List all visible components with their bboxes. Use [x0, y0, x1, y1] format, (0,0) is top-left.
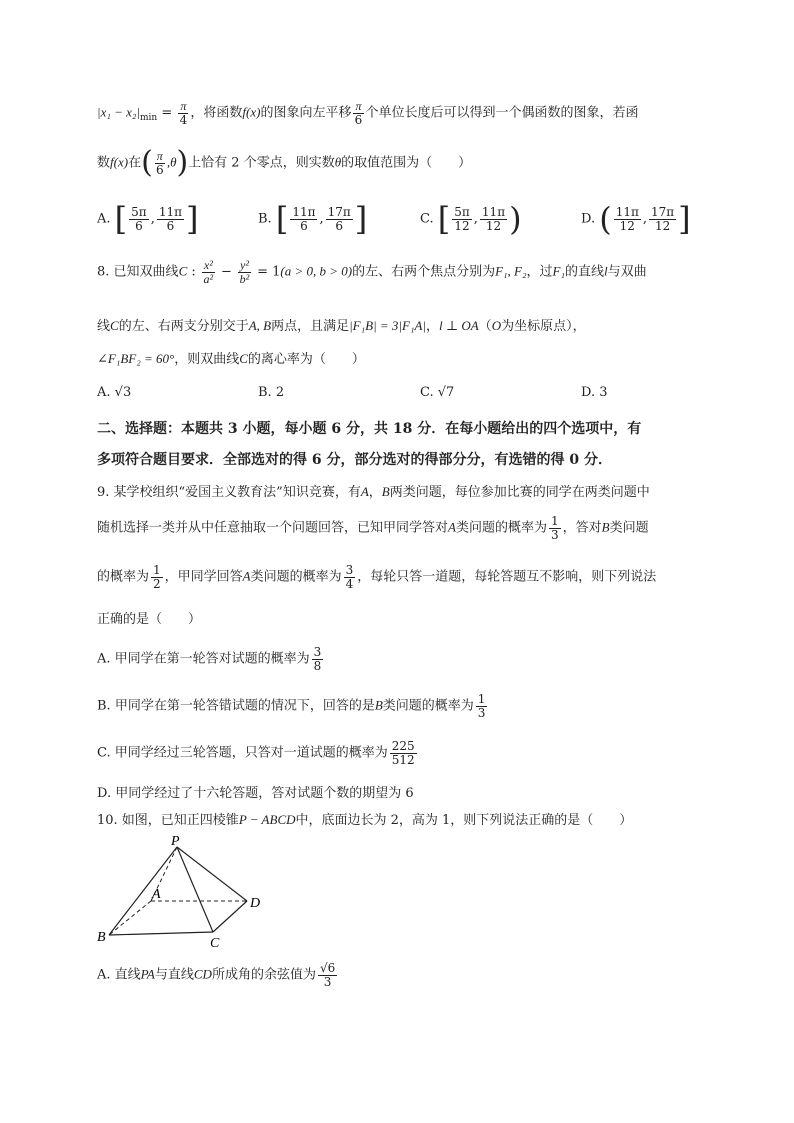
text: （: [478, 319, 492, 334]
text: 上恰有 2 个零点，则实数: [188, 155, 335, 171]
q8-line2: [97, 318, 586, 335]
edge-ab: [109, 901, 151, 935]
var: B: [601, 519, 610, 535]
option-text: A. 直线: [97, 967, 141, 983]
frac: $\frac{17\pi}{12}$: [651, 204, 675, 233]
frac: $\frac{17\pi}{6}$: [327, 204, 351, 233]
option-text: 与直线: [154, 967, 194, 983]
var: C: [110, 318, 119, 333]
var: CD: [193, 966, 212, 982]
text: −: [216, 264, 236, 280]
var: l ⊥ OA: [439, 318, 479, 333]
frac: $\frac{11\pi}{6}$: [292, 204, 316, 233]
var: PA: [140, 966, 155, 982]
text: 类问题的概率为: [250, 569, 342, 585]
option-label: A.: [97, 385, 111, 400]
q8-option-d[interactable]: [581, 385, 608, 401]
bracket-close: ]: [354, 200, 368, 238]
var: O: [491, 318, 502, 333]
text: ，每轮只答一道题，每轮答题互不影响，则下列说法: [357, 569, 657, 585]
text: 随机选择一类并从中任意抽取一个问题回答，已知甲同学答对: [97, 520, 449, 536]
text: ，答对: [562, 520, 602, 536]
q10-option-a[interactable]: [97, 962, 339, 988]
edge-pb: [109, 847, 177, 935]
option-label: D.: [581, 385, 596, 400]
edge-cd: [213, 901, 247, 932]
text: 两点，且满足: [271, 319, 350, 334]
text: 的取值范围为（ ）: [341, 155, 472, 171]
var: A: [360, 484, 369, 499]
text: ，甲同学回答: [164, 569, 243, 585]
q7-option-d[interactable]: D. ( $\frac{11\pi}{12}$ , $\frac{17\pi}{12}$ ]: [581, 200, 691, 238]
q8-option-b[interactable]: [258, 385, 284, 401]
option-text: 类问题的概率为: [382, 698, 474, 714]
text: ，则双曲线: [174, 352, 240, 367]
var: A, B: [248, 318, 272, 333]
label-b: B: [97, 930, 106, 945]
text: 的概率为: [97, 569, 150, 585]
option-label: B.: [258, 385, 272, 400]
eq: =: [157, 105, 177, 121]
fx: f(x): [110, 154, 129, 170]
q9-line1: [97, 484, 650, 501]
text: 9. 某学校组织“爱国主义教育法”知识竞赛，有: [97, 485, 361, 500]
text: 的左、右两支分别交于: [118, 319, 249, 334]
bracket-open: [: [275, 200, 289, 238]
edge-pd: [177, 847, 247, 901]
q9-line4: 正确的是（ ）: [97, 612, 202, 627]
option-text: C. 甲同学经过三轮答题，只答对一道试题的概率为: [97, 745, 388, 761]
bracket-open: (: [599, 200, 612, 238]
option-text: B. 甲同学在第一轮答错试题的情况下，回答的是: [97, 698, 375, 714]
frac-1-3: $\frac{1}{3}$: [477, 692, 486, 720]
frac-pi6: $\frac{\pi}{6}$: [354, 99, 363, 127]
condition: (a > 0, b > 0): [280, 263, 353, 279]
text: 与双曲: [607, 264, 647, 280]
label-d: D: [250, 896, 261, 911]
text: 数: [97, 155, 111, 171]
text: ，: [425, 319, 439, 334]
q8-option-a[interactable]: [97, 385, 131, 401]
option-text: A. 甲同学在第一轮答对试题的概率为: [97, 651, 310, 667]
frac: $\frac{11\pi}{12}$: [481, 204, 506, 233]
fx: f(x): [242, 104, 261, 120]
q7-option-a[interactable]: A. [ $\frac{5\pi}{6}$ , $\frac{11\pi}{6}$ ]: [97, 200, 199, 238]
option-value: √7: [437, 385, 455, 400]
var: A: [448, 519, 456, 535]
var: C: [178, 263, 188, 279]
paren-close: ): [176, 145, 189, 180]
text: 10. 如图，已知正四棱锥: [97, 813, 239, 828]
q9-option-a[interactable]: [97, 646, 325, 672]
angle: ∠F₁BF₂ = 60°: [97, 351, 175, 366]
text: 的直线: [565, 264, 605, 280]
frac-225-512: $\frac{225}{512}$: [391, 739, 415, 767]
frac-y2b2: $\frac{\text{y²}}{\text{b²}}$: [239, 258, 250, 286]
frac-pi4: $\frac{\pi}{4}$: [179, 99, 188, 127]
option-label: B.: [258, 211, 272, 227]
text: 已知双曲线: [113, 264, 179, 280]
var: |F₁B| = 3|F₁A|: [349, 318, 426, 333]
text: 中，底面边长为 2，高为 1，则下列说法正确的是（ ）: [295, 813, 633, 828]
option-text: 所成角的余弦值为: [211, 967, 316, 983]
text: ，过: [526, 264, 553, 280]
var: P − ABCD: [238, 812, 296, 827]
theta: θ: [334, 154, 342, 170]
q9-line2: [97, 515, 649, 541]
frac: $\frac{5\pi}{6}$: [131, 204, 147, 233]
frac-pi6: $\frac{\pi}{6}$: [155, 148, 164, 177]
frac: $\frac{5\pi}{12}$: [454, 204, 470, 233]
var: l: [604, 263, 608, 279]
frac-sqrt6-3: $\frac{√6}{3}$: [319, 961, 336, 989]
option-label: D.: [581, 211, 596, 227]
option-value: 2: [275, 385, 285, 400]
foci: F₁, F₂: [495, 263, 527, 279]
bracket-close: ]: [678, 200, 691, 238]
q7-stem-line1: [97, 100, 639, 126]
text: 两类问题，每位参加比赛的同学在两类问题中: [389, 485, 650, 500]
min-sub: min: [140, 113, 158, 124]
var: C: [239, 351, 248, 366]
text: 的左、右两个焦点分别为: [352, 264, 496, 280]
edge-pc: [177, 847, 213, 932]
q9-option-d[interactable]: D. 甲同学经过了十六轮答题，答对试题个数的期望为 6: [97, 786, 414, 801]
var: F₁: [552, 263, 565, 279]
bracket-close: ): [509, 200, 522, 238]
q7-option-c[interactable]: C. [ $\frac{5\pi}{12}$ , $\frac{11\pi}{12}$ ): [420, 200, 522, 238]
text: :: [187, 264, 200, 280]
option-label: A.: [97, 211, 111, 227]
option-label: C.: [420, 385, 434, 400]
q9-option-c[interactable]: [97, 740, 419, 766]
frac: $\frac{11\pi}{6}$: [158, 204, 182, 233]
q8-line3: [97, 351, 365, 368]
q10-stem: [97, 812, 632, 829]
text: 的图象向左平移: [260, 105, 352, 121]
var: B: [374, 697, 383, 713]
bracket-open: [: [114, 200, 128, 238]
bracket-open: [: [437, 200, 451, 238]
text: 为坐标原点），: [501, 319, 586, 334]
label-a: A: [152, 887, 161, 902]
q7-option-b[interactable]: B. [ $\frac{11\pi}{6}$ , $\frac{17\pi}{6}$ ]: [258, 200, 368, 238]
option-value: √3: [114, 385, 132, 400]
text: 个单位长度后可以得到一个偶函数的图象，若函: [365, 105, 639, 121]
text: 在: [128, 155, 142, 171]
frac-3-4: $\frac{3}{4}$: [345, 563, 354, 591]
text: 线: [97, 319, 111, 334]
theta: ,θ: [166, 154, 177, 170]
question-number: 8.: [97, 264, 114, 280]
text: ，: [368, 485, 382, 500]
var: A: [242, 568, 251, 584]
frac: $\frac{11\pi}{12}$: [615, 204, 639, 233]
frac-1-2: $\frac{1}{2}$: [153, 563, 161, 591]
text: 类问题的概率为: [455, 520, 547, 536]
q9-line3: [97, 564, 656, 590]
text: 类问题: [609, 520, 649, 536]
frac-3-8: $\frac{3}{8}$: [313, 645, 322, 673]
frac-1-3: $\frac{1}{3}$: [550, 514, 559, 542]
q7-stem-line2: [97, 145, 472, 180]
q9-option-b[interactable]: [97, 693, 489, 719]
label-c: C: [210, 936, 220, 951]
option-value: 3: [599, 385, 608, 400]
pyramid-figure: [95, 835, 285, 955]
bracket-close: ]: [185, 200, 199, 238]
edge-bc: [109, 932, 213, 935]
label-p: P: [171, 835, 180, 849]
section-heading-line2: 多项符合题目要求．全部选对的得 6 分，部分选对的得部分分，有选错的得 0 分．: [97, 452, 612, 468]
var: B: [381, 484, 390, 499]
abs-diff: |x₁ − x₂|: [97, 104, 140, 120]
text: 的离心率为（ ）: [247, 352, 365, 367]
q8-option-c[interactable]: [420, 385, 454, 401]
text: ，将函数: [190, 105, 243, 121]
text: = 1: [252, 264, 281, 280]
paren-open: (: [141, 145, 153, 180]
option-label: C.: [420, 211, 434, 227]
q8-line1: [97, 259, 647, 285]
section-heading-line1: 二、选择题：本题共 3 小题，每小题 6 分，共 18 分．在每小题给出的四个选项中，有: [97, 421, 642, 437]
frac-x2a2: $\frac{\text{x²}}{\text{a²}}$: [203, 258, 214, 286]
